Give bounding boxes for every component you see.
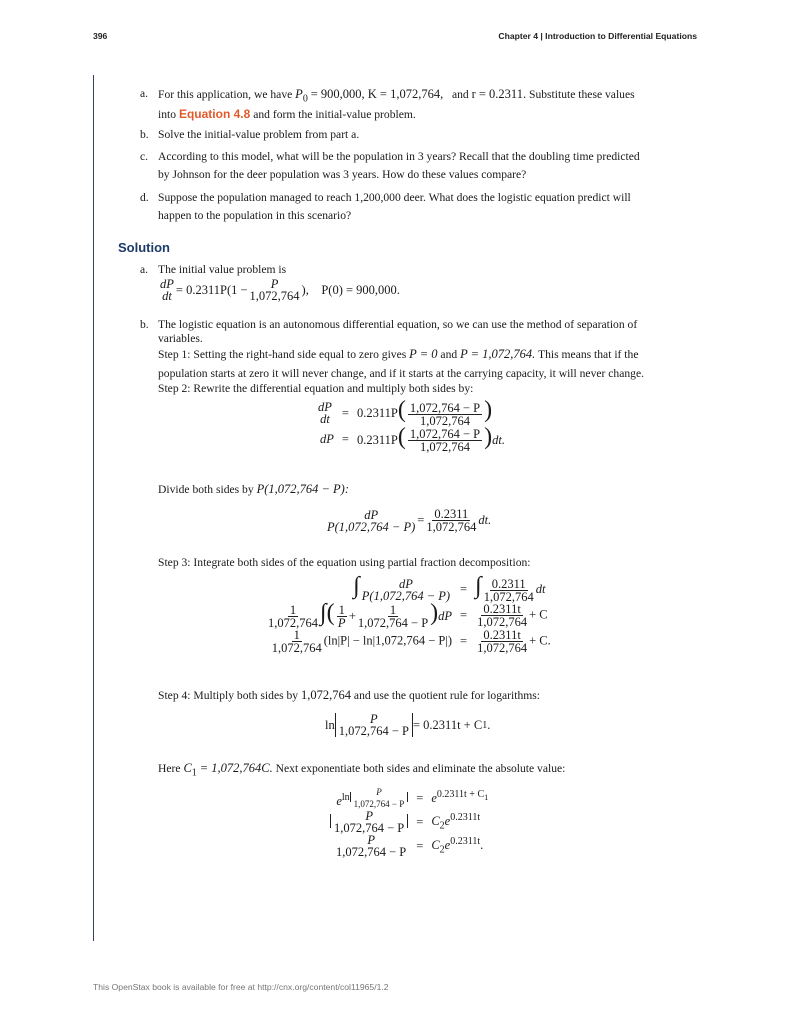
item-label: a.	[140, 263, 149, 276]
problem-b: Solve the initial-value problem from part a.	[158, 128, 360, 141]
item-label: a.	[140, 87, 149, 100]
problem-a-line1: For this application, we have $P_0 = 900,000$, K = 1,072,764, and r = 0.2311. Substitute these values	[158, 87, 635, 105]
solution-b-line1: The logistic equation is an autonomous differential equation, so we can use the method of separation of	[158, 318, 638, 331]
equation-link[interactable]: Equation 4.8	[178, 107, 251, 121]
margin-rule	[93, 75, 94, 941]
problem-d-line1: Suppose the population managed to reach 1,200,000 deer. What does the logistic equation predict will	[158, 191, 631, 204]
step3-equations: ∫ dP P(1,072,764 − P) = ∫ $\frac{0.2311}{1,072,764}$ dt $\frac{1}{1,072,764}$ ∫( $\frac{1}{P}$ + $\frac{1}{1,072,764 - P}$ )dP = $\frac{0.2311t}{1,072,764}$ + C $\frac{1}{1,072,764}$ (ln|P| − ln|1,072,764 − P|) = $\frac{0.2311t}{1,072,764}$ + C.	[268, 573, 551, 656]
exponential-equations: $e^{ln P 1,072,764 - P}$ = $e^{0.2311t + C_1}$ P 1,072,764 − P = $C_2e^{0.2311t}$ P 1,072,764 − P = $C_2e^{0.2311t}$.	[326, 786, 492, 858]
log-equation: ln P 1,072,764 − P = 0.2311t + C 1 .	[325, 712, 491, 738]
here-text: Here $C_1 = 1,072,764C$. Next exponentiate both sides and eliminate the absolute value:	[158, 761, 566, 779]
item-label: d.	[140, 191, 149, 204]
problem-d-line2: happen to the population in this scenario?	[158, 209, 352, 222]
item-label: b.	[140, 128, 149, 141]
footer-note: This OpenStax book is available for free at http://cnx.org/content/col11965/1.2	[93, 982, 389, 992]
page-number: 396	[93, 31, 108, 41]
divide-text: Divide both sides by P(1,072,764 − P):	[158, 482, 350, 496]
problem-a-line2: into Equation 4.8 and form the initial-value problem.	[158, 107, 416, 121]
step2-equations: dP dt = 0.2311P( $\frac{1,072,764 - P}{1,072,764}$ ) dP = 0.2311P( $\frac{1,072,764 - P}{1,072,764}$ )dt.	[318, 397, 505, 455]
problem-c-line1: According to this model, what will be the population in 3 years? Recall that the doubling time predicted	[158, 150, 640, 163]
ivp-equation: dP dt = 0.2311P (1 − P 1,072,764 ), P(0) = 900,000.	[160, 277, 400, 303]
problem-c-line2: by Johnson for the deer population was 3 years. How do these values compare?	[158, 168, 527, 181]
solution-heading: Solution	[118, 240, 170, 255]
solution-a-text: The initial value problem is	[158, 263, 287, 276]
separated-equation: dP P(1,072,764 − P) = $\frac{0.2311}{1,072,764}$ dt.	[327, 507, 492, 534]
item-label: c.	[140, 150, 149, 163]
solution-b-line2: variables.	[158, 332, 203, 345]
step4-text: Step 4: Multiply both sides by 1,072,764 and use the quotient rule for logarithms:	[158, 688, 541, 702]
item-label: b.	[140, 318, 149, 331]
chapter-header: Chapter 4 | Introduction to Differential Equations	[498, 31, 697, 41]
step1-line2: population starts at zero it will never change, and if it starts at the carrying capacity, it will never change.	[158, 367, 645, 380]
step1-line1: Step 1: Setting the right-hand side equal to zero gives P = 0 and P = 1,072,764. This means that if the	[158, 347, 639, 361]
step3-text: Step 3: Integrate both sides of the equation using partial fraction decomposition:	[158, 556, 531, 569]
step2-text: Step 2: Rewrite the differential equation and multiply both sides by:	[158, 382, 474, 395]
